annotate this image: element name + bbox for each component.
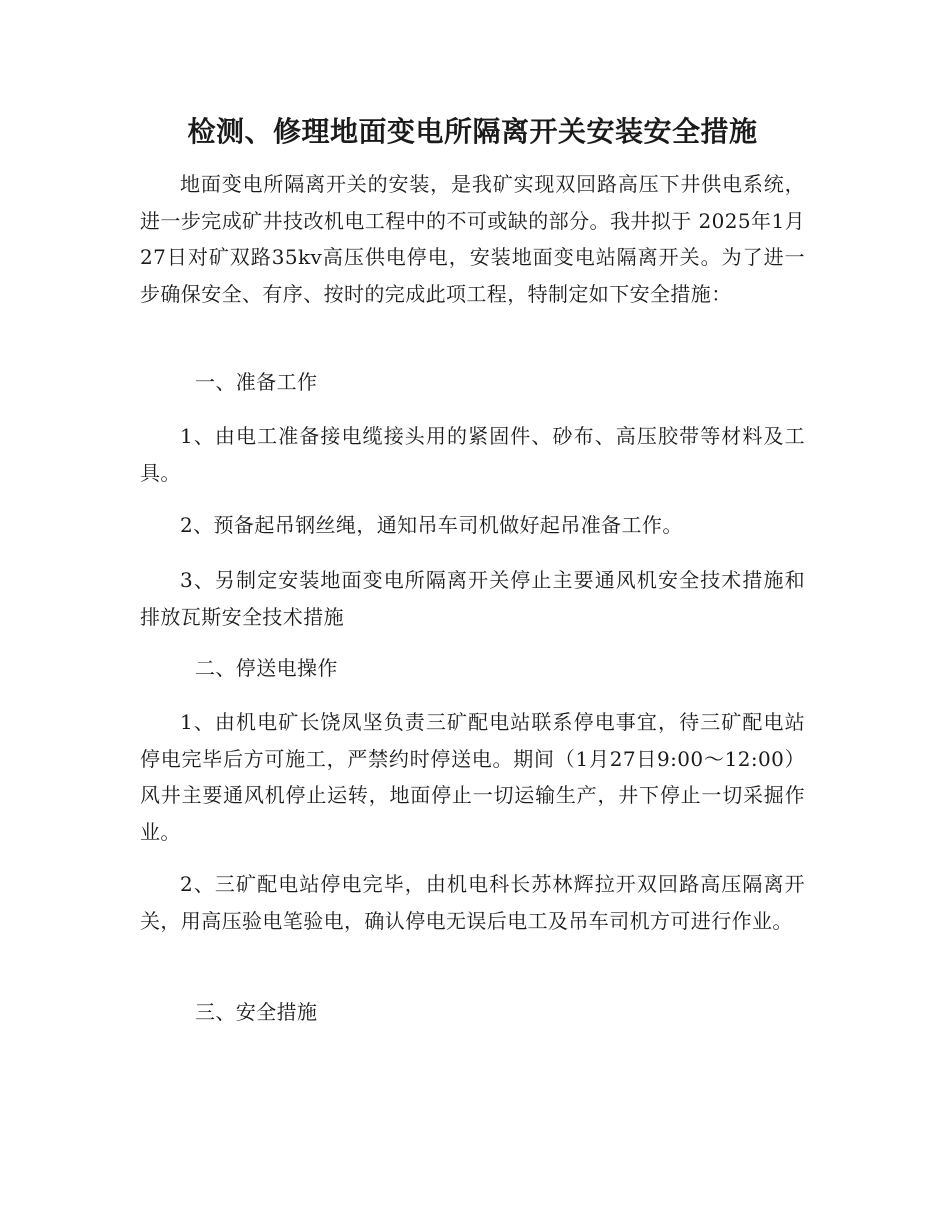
power-operation-item-1: 1、由机电矿长饶凤坚负责三矿配电站联系停电事宜，待三矿配电站停电完毕后方可施工，严禁约时停送电。期间（1月27日9:00～12:00）风井主要通风机停止运转，地面停止一切运输生产，井下停止一切采掘作业。 [140,710,805,844]
preparation-item-1: 1、由电工准备接电缆接头用的紧固件、砂布、高压胶带等材料及工具。 [140,424,805,485]
intro-paragraph: 地面变电所隔离开关的安装，是我矿实现双回路高压下井供电系统，进一步完成矿井技改机电工程中的不可或缺的部分。我井拟于 2025年1月27日对矿双路35kv高压供电停电，安装地面变电站隔离开关。为了进一步确保安全、有序、按时的完成此项工程，特制定如下安全措施： [140,172,805,306]
preparation-item-3: 3、另制定安装地面变电所隔离开关停止主要通风机安全技术措施和排放瓦斯安全技术措施 [140,568,805,629]
section-heading-safety-measures: 三、安全措施 [195,1000,318,1024]
power-operation-item-2: 2、三矿配电站停电完毕，由机电科长苏林辉拉开双回路高压隔离开关，用高压验电笔验电，确认停电无误后电工及吊车司机方可进行作业。 [140,872,805,933]
preparation-item-2: 2、预备起吊钢丝绳，通知吊车司机做好起吊准备工作。 [180,513,683,537]
section-heading-power-operation: 二、停送电操作 [195,656,338,680]
document-title: 检测、修理地面变电所隔离开关安装安全措施 [187,115,758,148]
section-heading-preparation: 一、准备工作 [195,370,318,394]
